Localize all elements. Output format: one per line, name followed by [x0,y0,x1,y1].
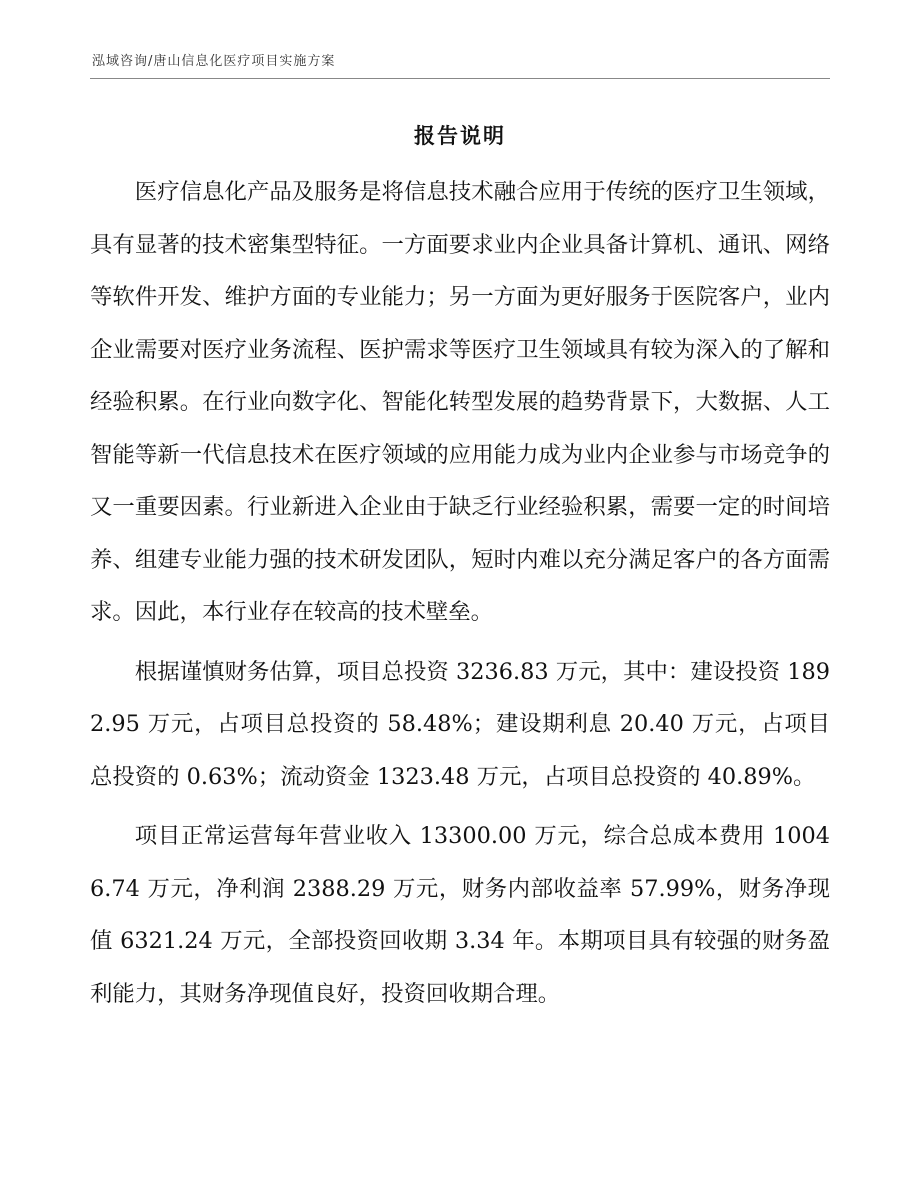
paragraph-financials: 项目正常运营每年营业收入 13300.00 万元，综合总成本费用 10046.74 万元，净利润 2388.29 万元，财务内部收益率 57.99%，财务净现值 6321.24 万元，全部投资回收期 3.34 年。本期项目具有较强的财务盈利能力，其财务净现值良好，投资回收期合理。 [90,823,830,1007]
document-body [90,166,830,1020]
page-header: 泓域咨询/唐山信息化医疗项目实施方案 [92,54,336,69]
section-title: 报告说明 [414,124,506,148]
paragraph-investment: 根据谨慎财务估算，项目总投资 3236.83 万元，其中：建设投资 1892.95 万元，占项目总投资的 58.48%；建设期利息 20.40 万元，占项目总投资的 0.63%；流动资金 1323.48 万元，占项目总投资的 40.89%。 [90,658,830,790]
paragraph-industry-barrier: 医疗信息化产品及服务是将信息技术融合应用于传统的医疗卫生领域，具有显著的技术密集型特征。一方面要求业内企业具备计算机、通讯、网络等软件开发、维护方面的专业能力；另一方面为更好服务于医院客户，业内企业需要对医疗业务流程、医护需求等医疗卫生领域具有较为深入的了解和经验积累。在行业向数字化、智能化转型发展的趋势背景下，大数据、人工智能等新一代信息技术在医疗领域的应用能力成为业内企业参与市场竞争的又一重要因素。行业新进入企业由于缺乏行业经验积累，需要一定的时间培养、组建专业能力强的技术研发团队，短时内难以充分满足客户的各方面需求。因此，本行业存在较高的技术壁垒。 [90,179,830,625]
header-divider [90,78,830,79]
